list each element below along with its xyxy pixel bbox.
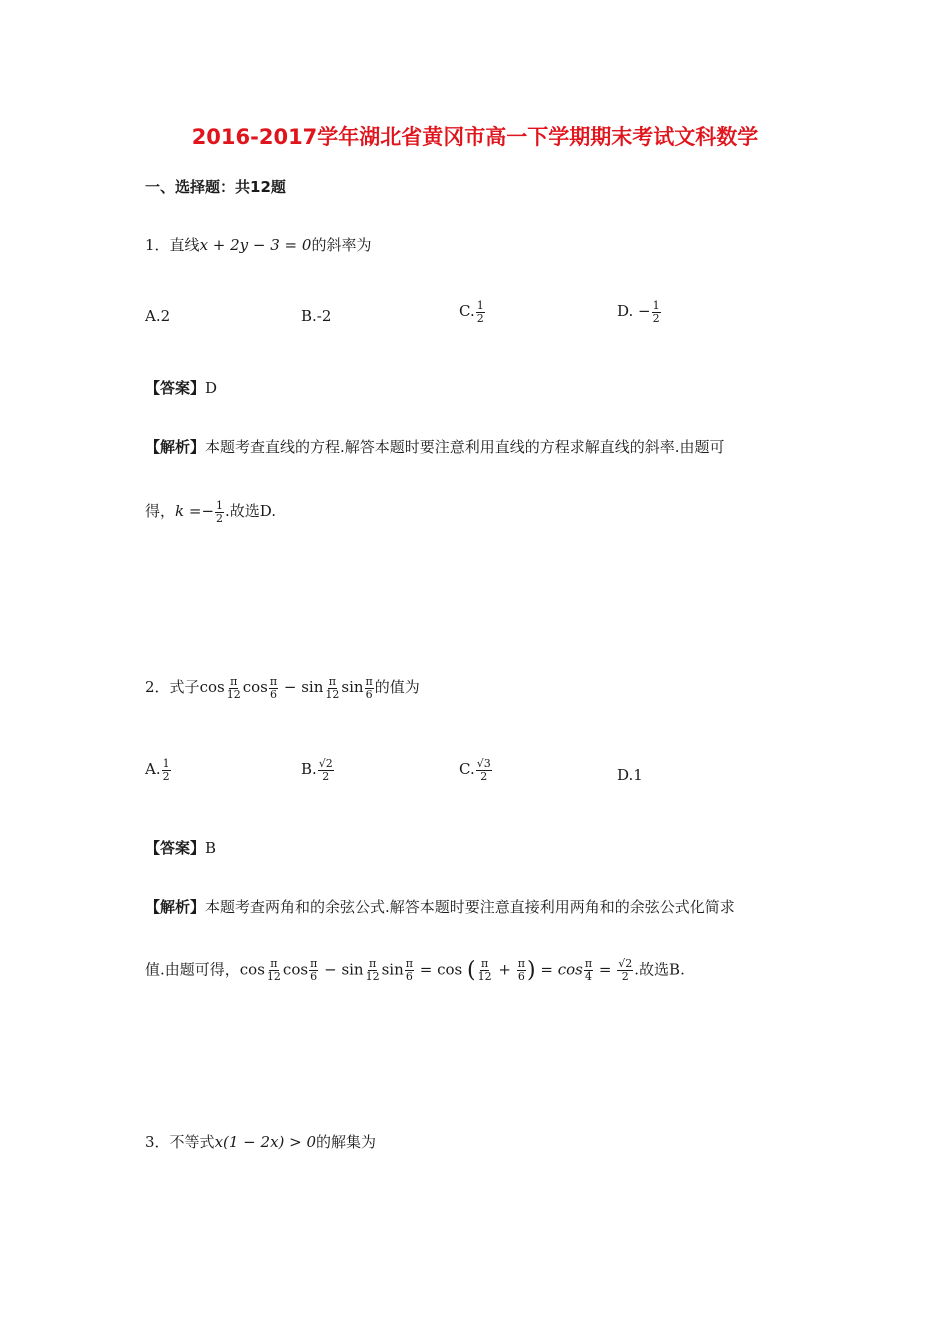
- numerator: √2: [318, 757, 333, 770]
- denominator: 2: [480, 769, 488, 783]
- question-number: 1．: [145, 236, 170, 254]
- denominator: 2: [621, 970, 629, 983]
- denominator: 2: [216, 511, 224, 525]
- question-text: 不等式: [169, 1133, 215, 1151]
- analysis-label: 【解析】: [145, 898, 206, 916]
- cos-func: cos: [437, 960, 463, 979]
- denominator: 2: [162, 769, 170, 783]
- equals-sign: =: [540, 960, 553, 979]
- denominator: 12: [325, 687, 340, 701]
- option-c: [459, 300, 486, 324]
- answer-value: D: [205, 379, 218, 397]
- cos-func: cos: [282, 960, 309, 979]
- fraction: [476, 300, 485, 324]
- option-c: [459, 758, 493, 782]
- option-a: A.2: [145, 307, 171, 325]
- numerator: √3: [476, 757, 491, 770]
- fraction: [517, 958, 526, 982]
- cos-func: cos: [199, 678, 225, 697]
- analysis-text: 得，: [145, 502, 176, 521]
- option-label: A.: [145, 760, 161, 779]
- denominator: 6: [269, 687, 277, 701]
- equals-sign: =: [419, 960, 433, 979]
- numerator: π: [481, 957, 489, 971]
- numerator: π: [405, 957, 413, 971]
- right-paren: ): [527, 958, 536, 983]
- fraction: [476, 758, 492, 782]
- fraction: [617, 958, 633, 982]
- left-paren: (: [467, 958, 476, 983]
- numerator: π: [365, 675, 373, 688]
- sin-func: sin: [341, 960, 364, 979]
- option-label: C.: [459, 760, 475, 779]
- denominator: 6: [405, 970, 413, 983]
- question-number: 2．: [145, 678, 170, 697]
- equation: x + 2y − 3 = 0: [199, 236, 312, 254]
- analysis-text: 本题考查直线的方程.解答本题时要注意利用直线的方程求解直线的斜率.由题可: [205, 438, 725, 456]
- option-b: B.-2: [301, 307, 332, 325]
- denominator: 12: [477, 970, 492, 983]
- numerator: π: [328, 675, 336, 688]
- question-text: 的值为: [374, 678, 420, 697]
- analysis-text: .故选D.: [225, 502, 277, 521]
- denominator: 6: [365, 687, 373, 701]
- numerator: π: [368, 957, 377, 971]
- answer-2: [145, 837, 216, 858]
- sin-func: sin: [301, 678, 324, 697]
- sin-func: sin: [381, 960, 404, 979]
- minus-sign: −: [283, 678, 297, 697]
- question-text: 的斜率为: [311, 236, 372, 254]
- cos-func: cos: [239, 960, 265, 979]
- section-heading: 一、选择题：共12题: [145, 178, 286, 196]
- fraction: [405, 958, 414, 982]
- analysis-text: .故选B.: [634, 960, 685, 979]
- numerator: π: [230, 675, 238, 688]
- analysis-2-line2: [145, 958, 685, 983]
- option-label: C.: [459, 302, 475, 321]
- question-1: [145, 234, 371, 255]
- answer-value: B: [205, 839, 217, 857]
- fraction: [215, 500, 224, 524]
- denominator: 6: [310, 970, 318, 983]
- option-label: D.: [617, 302, 634, 321]
- question-text: 式子: [169, 678, 200, 697]
- question-text: 的解集为: [316, 1133, 377, 1151]
- option-d: D.1: [617, 766, 643, 784]
- answer-label: 【答案】: [145, 839, 206, 857]
- fraction: [365, 676, 374, 700]
- denominator: 2: [476, 311, 484, 325]
- denominator: 4: [585, 970, 592, 983]
- fraction: [652, 300, 661, 324]
- fraction: [309, 958, 318, 982]
- numerator: √2: [618, 957, 633, 971]
- numerator: 1: [476, 299, 484, 312]
- fraction: [365, 958, 381, 982]
- fraction: [226, 676, 242, 700]
- analysis-text: 本题考查两角和的余弦公式.解答本题时要注意直接利用两角和的余弦公式化简求: [205, 898, 735, 916]
- numerator: 1: [162, 757, 170, 770]
- fraction: [162, 758, 171, 782]
- option-b: [301, 758, 335, 782]
- numerator: π: [517, 957, 526, 971]
- question-number: 3．: [145, 1133, 170, 1151]
- equation: x(1 − 2x) > 0: [214, 1133, 317, 1151]
- numerator: 1: [216, 499, 224, 512]
- numerator: π: [269, 675, 278, 688]
- fraction: [324, 676, 340, 700]
- denominator: 6: [517, 970, 525, 983]
- cos-func: cos: [557, 960, 583, 979]
- analysis-text: 值.由题可得，: [145, 960, 240, 979]
- fraction: [318, 758, 334, 782]
- fraction: [266, 958, 282, 982]
- cos-func: cos: [242, 678, 268, 697]
- minus-sign: −: [324, 960, 337, 979]
- answer-1: [145, 377, 217, 398]
- minus-sign: −: [638, 302, 651, 321]
- fraction: [269, 676, 278, 700]
- analysis-label: 【解析】: [145, 438, 206, 456]
- plus-sign: +: [498, 960, 511, 979]
- question-3: [145, 1131, 376, 1152]
- numerator: 1: [652, 299, 660, 312]
- sin-func: sin: [341, 678, 364, 697]
- question-text: 直线: [169, 236, 200, 254]
- page-title: 2016-2017学年湖北省黄冈市高一下学期期末考试文科数学: [191, 125, 759, 149]
- numerator: π: [270, 957, 278, 971]
- option-label: B.: [301, 760, 317, 779]
- question-2: [145, 676, 420, 700]
- analysis-2-line1: [145, 896, 735, 917]
- fraction: [477, 958, 493, 982]
- option-a: [145, 758, 172, 782]
- fraction: [584, 958, 593, 982]
- numerator: π: [584, 957, 593, 971]
- denominator: 12: [226, 687, 241, 701]
- equals-sign: =: [598, 960, 612, 979]
- denominator: 2: [652, 311, 660, 325]
- numerator: π: [310, 957, 318, 971]
- answer-label: 【答案】: [145, 379, 206, 397]
- analysis-1-line2: [145, 500, 276, 524]
- denominator: 12: [266, 970, 281, 983]
- equation: k =−: [175, 502, 215, 521]
- analysis-1-line1: [145, 436, 725, 457]
- denominator: 12: [365, 970, 380, 983]
- option-d: [617, 300, 662, 324]
- denominator: 2: [322, 769, 330, 783]
